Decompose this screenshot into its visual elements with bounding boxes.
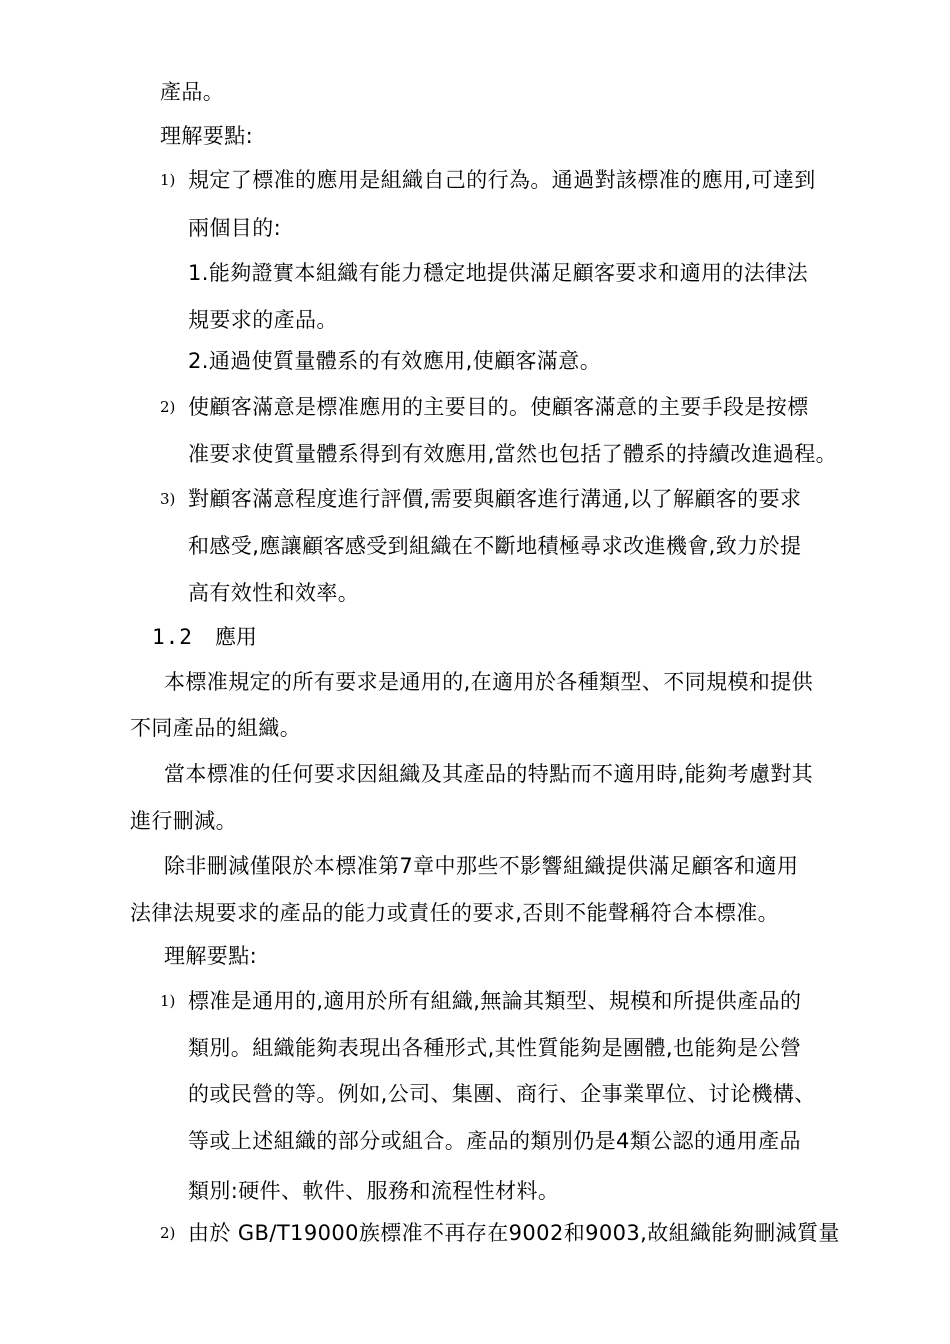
text-line: 類別。組織能夠表現出各種形式,其性質能夠是團體,也能夠是公營: [188, 1036, 802, 1060]
text-line: 進行刪減。: [130, 809, 237, 833]
text-line: 使顧客滿意是標准應用的主要目的。使顧客滿意的主要手段是按標: [188, 395, 809, 419]
text-line: 1.能夠證實本組織有能力穩定地提供滿足顧客要求和適用的法律法: [188, 261, 809, 285]
text-line: 除非刪減僅限於本標准第7章中那些不影響組織提供滿足顧客和適用: [164, 854, 799, 878]
text-line: 法律法規要求的產品的能力或責任的要求,否則不能聲稱符合本標准。: [130, 901, 780, 925]
text-line: 准要求使質量體系得到有效應用,當然也包括了體系的持續改進過程。: [188, 442, 838, 466]
text-line: 標准是通用的,適用於所有組織,無論其類型、規模和所提供產品的: [188, 989, 802, 1013]
text-line: 不同產品的組織。: [130, 716, 302, 740]
text-line: 產品。: [160, 80, 225, 104]
list-marker: 1): [160, 171, 176, 189]
text-line: 理解要點:: [160, 124, 254, 148]
text-line: 規要求的產品。: [188, 308, 338, 332]
text-line: 規定了標准的應用是組織自己的行為。通過對該標准的應用,可達到: [188, 168, 816, 192]
list-marker: 3): [160, 490, 176, 508]
text-line: 理解要點:: [164, 944, 258, 968]
text-line: 類別:硬件、軟件、服務和流程性材料。: [188, 1179, 560, 1203]
list-marker: 2): [160, 1224, 176, 1242]
text-line: 本標准規定的所有要求是通用的,在適用於各種類型、不同規模和提供: [164, 670, 814, 694]
text-line: 2.通過使質量體系的有效應用,使顧客滿意。: [188, 349, 602, 373]
section-title: 應用: [214, 625, 257, 649]
text-line: 由於 GB/T19000族標准不再存在9002和9003,故組織能夠刪減質量: [188, 1221, 840, 1245]
text-line: 對顧客滿意程度進行評價,需要與顧客進行溝通,以了解顧客的要求: [188, 487, 802, 511]
text-line: 的或民營的等。例如,公司、集團、商行、企事業單位、讨论機構、: [188, 1082, 816, 1106]
section-heading: [152, 624, 257, 650]
text-line: 兩個目的:: [188, 216, 282, 240]
section-number: 1.2: [152, 625, 193, 649]
list-marker: 1): [160, 992, 176, 1010]
list-marker: 2): [160, 398, 176, 416]
text-line: 和感受,應讓顧客感受到組織在不斷地積極尋求改進機會,致力於提: [188, 534, 802, 558]
text-line: 高有效性和效率。: [188, 581, 360, 605]
text-line: 等或上述組織的部分或組合。產品的類別仍是4類公認的通用產品: [188, 1129, 801, 1153]
text-line: 當本標准的任何要求因組織及其產品的特點而不適用時,能夠考慮對其: [164, 762, 814, 786]
